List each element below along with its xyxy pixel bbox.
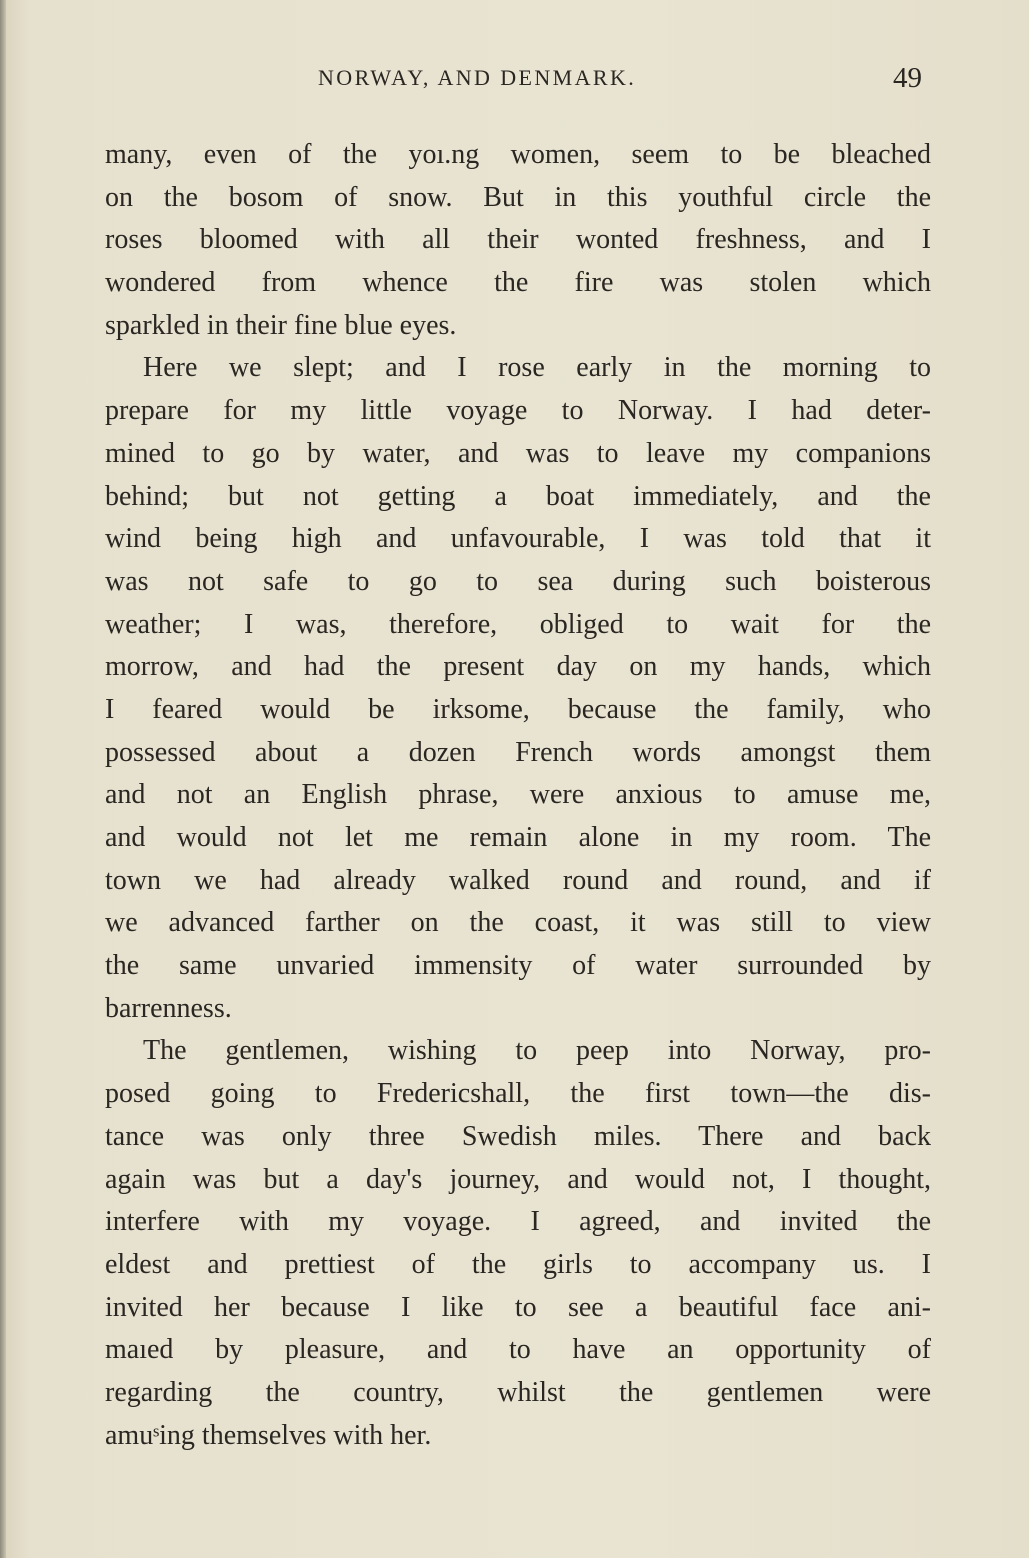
text-line: sparkled in their fine blue eyes. xyxy=(105,309,457,341)
text-line: and would not let me remain alone in my room. The xyxy=(105,822,931,853)
text-line: wind being high and unfavourable, I was told that it xyxy=(105,523,931,555)
text-line: roses bloomed with all their wonted freshness, and I xyxy=(105,224,931,256)
text-line: again was but a day's journey, and would not, I thought, xyxy=(105,1163,931,1195)
page-number: 49 xyxy=(893,62,922,94)
text-line: amuˢing themselves with her. xyxy=(105,1419,432,1451)
running-title: NORWAY, AND DENMARK. xyxy=(318,65,637,90)
text-line: Here we slept; and I rose early in the morning to xyxy=(143,352,931,384)
body-text xyxy=(105,134,931,1457)
text-line: many, even of the yoı.ng women, seem to be bleached xyxy=(105,139,931,170)
text-line: morrow, and had the present day on my hands, which xyxy=(105,651,931,683)
text-line: we advanced farther on the coast, it was still to view xyxy=(105,907,931,939)
text-line: invited her because I like to see a beautiful face ani- xyxy=(105,1291,931,1323)
text-line: the same unvaried immensity of water surrounded by xyxy=(105,950,931,982)
text-line: prepare for my little voyage to Norway. I had deter- xyxy=(105,395,931,427)
text-line: interfere with my voyage. I agreed, and invited the xyxy=(105,1206,931,1238)
text-line: possessed about a dozen French words amongst them xyxy=(105,736,931,768)
text-line: mined to go by water, and was to leave my companions xyxy=(105,437,931,469)
text-line: tance was only three Swedish miles. There and back xyxy=(105,1120,931,1152)
text-line: posed going to Fredericshall, the first town—the dis- xyxy=(105,1078,931,1110)
text-line: on the bosom of snow. But in this youthful circle the xyxy=(105,181,931,213)
paragraph xyxy=(105,1030,931,1457)
text-line: town we had already walked round and round, and if xyxy=(105,864,931,896)
text-line: wondered from whence the fire was stolen which xyxy=(105,267,931,299)
text-line: and not an English phrase, were anxious to amuse me, xyxy=(105,779,931,811)
text-line: I feared would be irksome, because the family, who xyxy=(105,693,931,725)
paragraph xyxy=(105,134,931,347)
text-line: eldest and prettiest of the girls to accompany us. I xyxy=(105,1248,931,1280)
text-line: barrenness. xyxy=(105,992,232,1024)
running-head xyxy=(0,62,1029,102)
page-edge xyxy=(0,0,6,1558)
text-line: regarding the country, whilst the gentlemen were xyxy=(105,1376,931,1408)
text-line: weather; I was, therefore, obliged to wait for the xyxy=(105,608,931,640)
text-line: was not safe to go to sea during such boisterous xyxy=(105,565,931,597)
paragraph xyxy=(105,347,931,1030)
text-line: behind; but not getting a boat immediately, and the xyxy=(105,480,931,512)
text-line: The gentlemen, wishing to peep into Norway, pro- xyxy=(143,1035,931,1067)
text-line: maıed by pleasure, and to have an opportunity of xyxy=(105,1334,931,1366)
